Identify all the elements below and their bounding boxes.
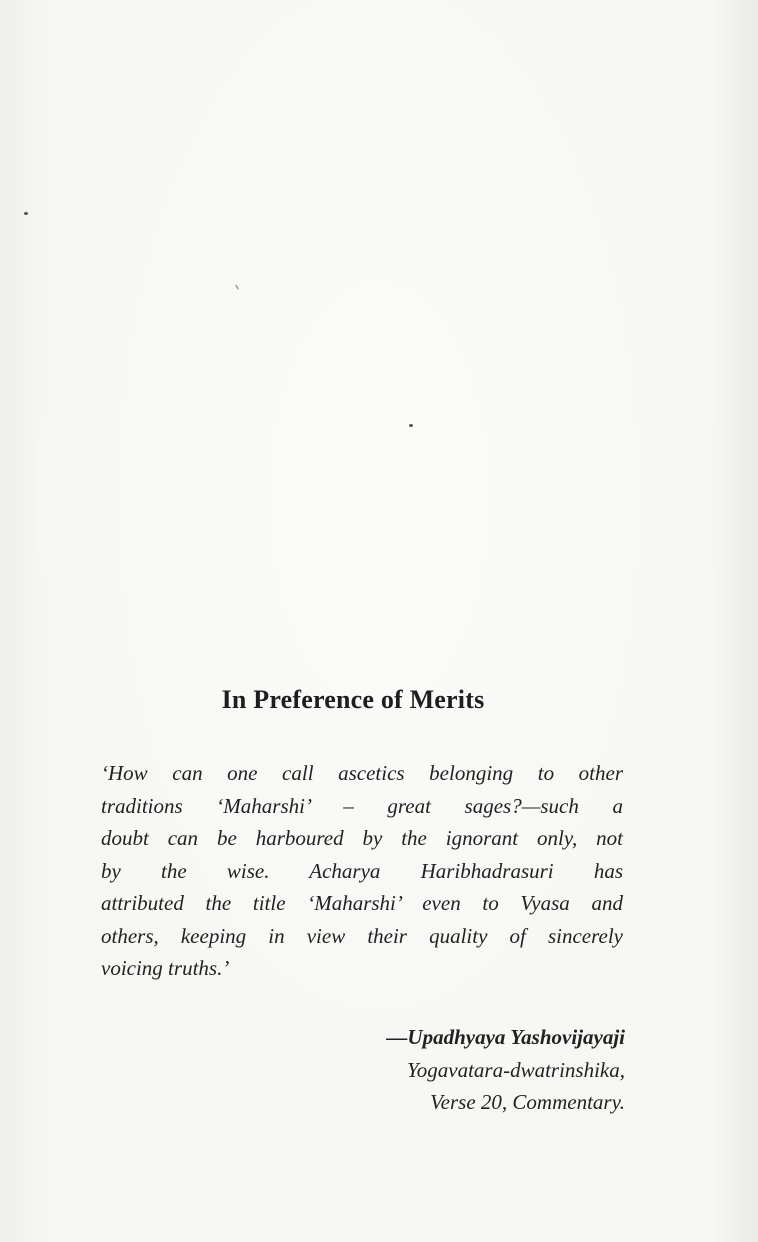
quote-line: attributed the title ‘Maharshi’ even to Vyasa and [101, 891, 623, 915]
quote-line: others, keeping in view their quality of sincerely [101, 923, 623, 948]
ink-speck [24, 212, 28, 215]
quote-line: ‘How can one call ascetics belonging to other [101, 761, 623, 785]
quote-line: traditions ‘Maharshi’ – great sages?—such a [101, 793, 623, 818]
attribution-reference: Verse 20, Commentary. [430, 1090, 625, 1114]
attribution-work: Yogavatara-dwatrinshika, [407, 1057, 625, 1082]
quote-line: voicing truths.’ [101, 956, 230, 980]
ink-speck [235, 284, 240, 290]
quote-line: doubt can be harboured by the ignorant only, not [101, 826, 623, 850]
epigraph-quote [101, 757, 623, 985]
quote-line: by the wise. Acharya Haribhadrasuri has [101, 858, 623, 883]
attribution-author: —Upadhyaya Yashovijayaji [386, 1025, 625, 1049]
ink-speck [409, 424, 413, 427]
quote-attribution [386, 1021, 625, 1119]
page-heading: In Preference of Merits [221, 685, 485, 714]
